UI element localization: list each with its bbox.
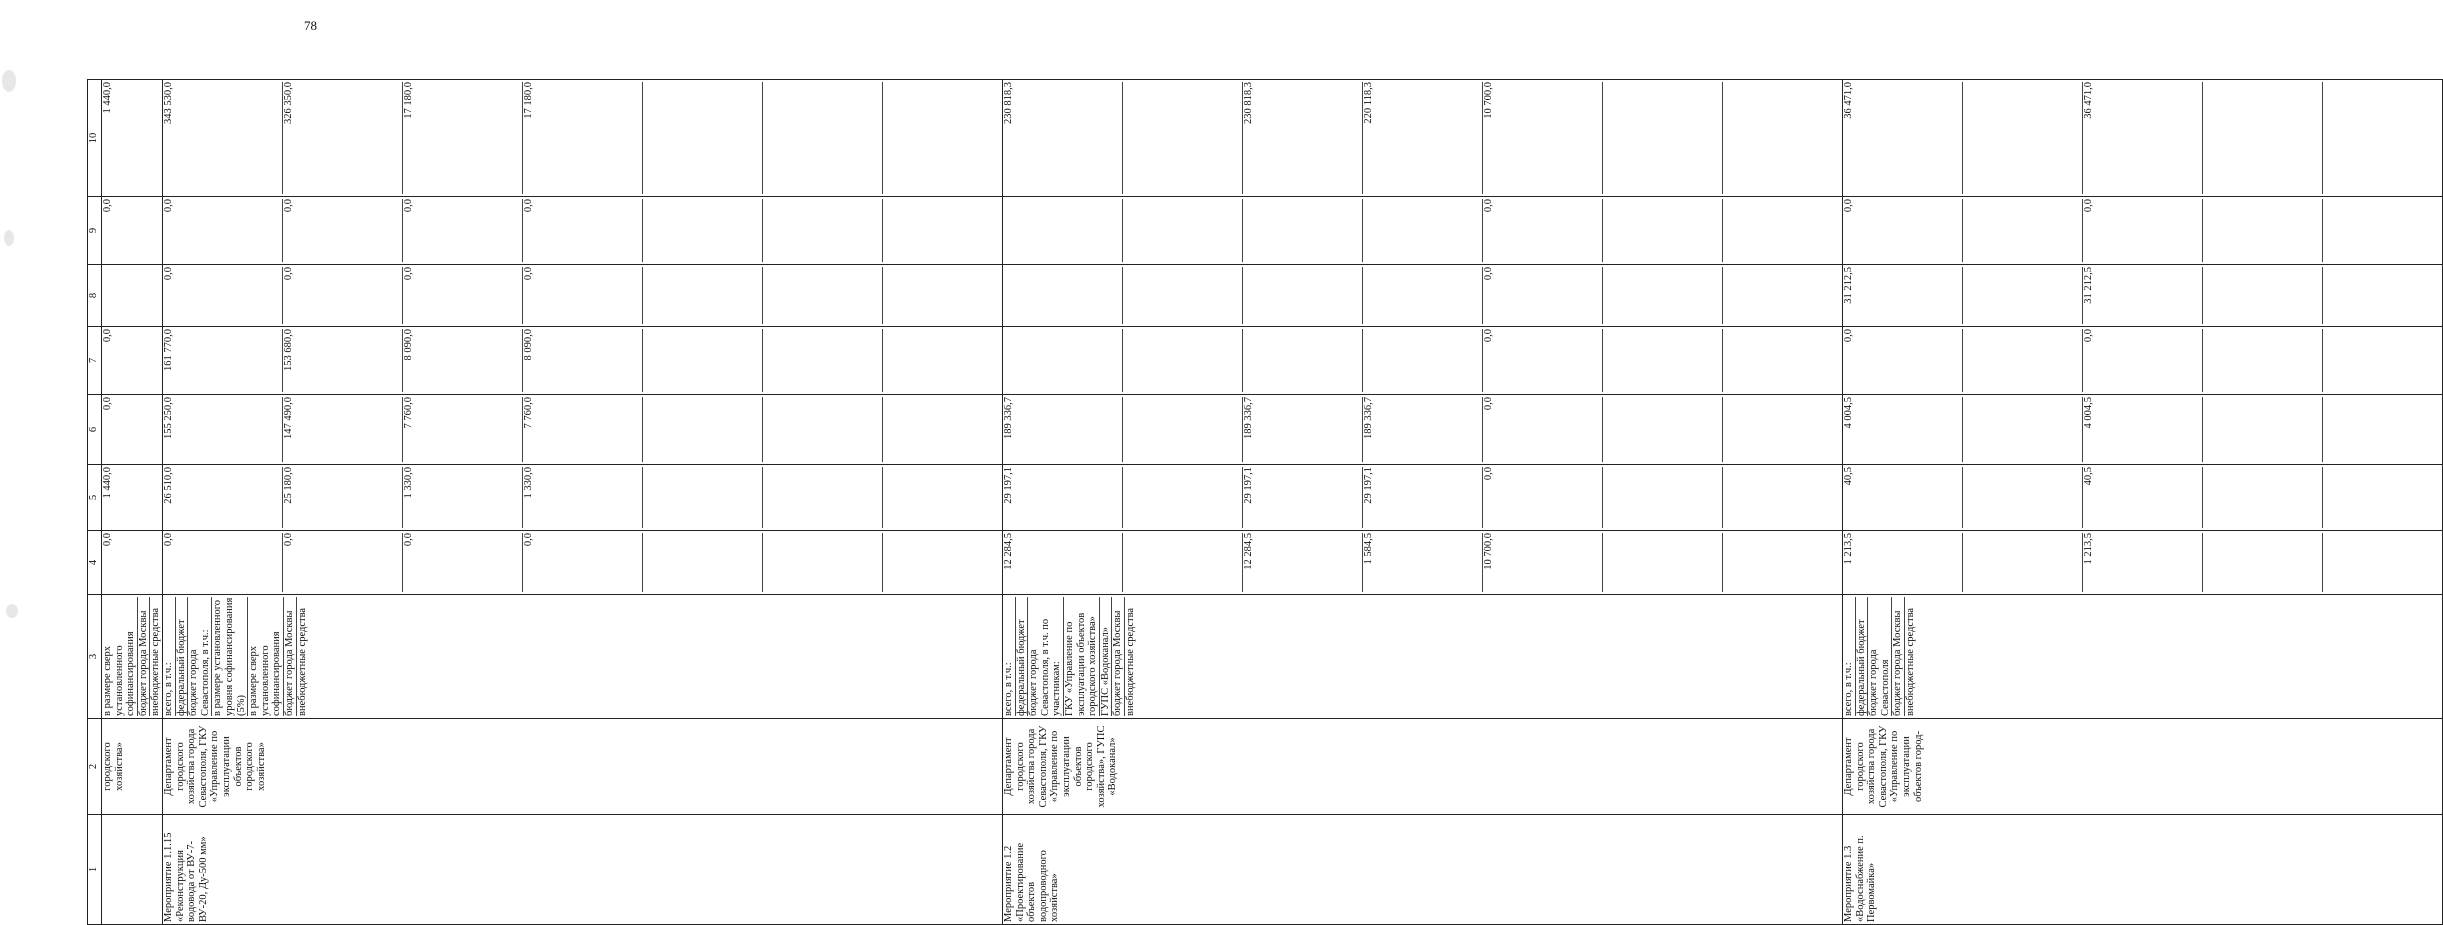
table-body: [102, 80, 2443, 925]
value-line: [883, 329, 1002, 392]
value-line: 1 440,0: [102, 467, 113, 499]
value-line: 29 197,1: [1003, 467, 1123, 528]
rotated-table-container: [87, 80, 2094, 925]
value-line: 0,0: [1483, 267, 1603, 324]
value-line: [1963, 199, 2083, 262]
value-line: 189 336,7: [1243, 397, 1363, 462]
value-line: [763, 329, 883, 392]
header-cell: 5: [88, 465, 102, 531]
value-line: 0,0: [1843, 199, 1963, 262]
value-line: 4 004,5: [2083, 397, 2203, 462]
value-line: 0,0: [102, 199, 113, 213]
value-line: 12 284,5: [1003, 533, 1123, 592]
value-line: [2323, 329, 2442, 392]
funding-source-cell: [162, 595, 1002, 719]
funding-source-line: всего, в т.ч.:: [163, 597, 176, 716]
value-line: [643, 467, 763, 528]
value-line: [1963, 267, 2083, 324]
header-cell: 4: [88, 531, 102, 595]
value-cell: [102, 531, 163, 595]
header-cell: 9: [88, 197, 102, 265]
value-line: 0,0: [1483, 329, 1603, 392]
value-cell: [1842, 80, 2442, 197]
value-line: [1603, 199, 1723, 262]
value-line: [1723, 467, 1842, 528]
value-line: [2323, 199, 2442, 262]
funding-source-line: всего, в т.ч.:: [1003, 597, 1016, 716]
value-line: [1603, 329, 1723, 392]
value-cell: [1842, 395, 2442, 465]
value-cell: [162, 395, 1002, 465]
funding-source-line: внебюджетные средства: [1124, 607, 1136, 716]
table-row: [1002, 80, 1842, 925]
value-line: 29 197,1: [1243, 467, 1363, 528]
value-line: 326 350,0: [283, 82, 403, 194]
value-line: [1603, 82, 1723, 194]
value-cell: [162, 531, 1002, 595]
measure-name-cell: Мероприятие 1.3 «Водоснабжение п. Первомайка»: [1842, 815, 2442, 925]
executor-cell: Департамент городского хозяйства города Севастополя, ГКУ «Управление по эксплуатации объектов город-: [1842, 719, 2442, 815]
funding-source-line: в размере сверх установленного софинансирования: [102, 597, 138, 716]
value-line: [1123, 467, 1243, 528]
funding-source-line: бюджет города Москвы: [138, 597, 151, 716]
value-line: 0,0: [163, 533, 283, 592]
value-line: [1123, 82, 1243, 194]
value-line: [883, 82, 1002, 194]
table-row: [162, 80, 1002, 925]
value-cell: [162, 80, 1002, 197]
header-cell: 3: [88, 595, 102, 719]
value-line: 36 471,0: [2083, 82, 2203, 194]
funding-source-line: внебюджетные средства: [1904, 607, 1916, 716]
value-line: [1003, 267, 1123, 324]
value-line: [1963, 397, 2083, 462]
value-line: 10 700,0: [1483, 533, 1603, 592]
value-line: [643, 329, 763, 392]
value-cell: [1842, 265, 2442, 327]
value-cell: [1002, 197, 1842, 265]
value-line: 0,0: [403, 533, 523, 592]
value-line: [643, 82, 763, 194]
value-line: 10 700,0: [1483, 82, 1603, 194]
value-cell: [1002, 531, 1842, 595]
funding-source-line: в размере установленного уровня софинансирования (5%): [212, 597, 247, 716]
value-line: 0,0: [283, 533, 403, 592]
value-line: 4 004,5: [1843, 397, 1963, 462]
value-line: 36 471,0: [1843, 82, 1963, 194]
value-line: 1 213,5: [1843, 533, 1963, 592]
value-cell: [1002, 265, 1842, 327]
value-line: 1 584,5: [1363, 533, 1483, 592]
value-line: 29 197,1: [1363, 467, 1483, 528]
value-line: [1123, 199, 1243, 262]
funding-source-line: федеральный бюджет: [176, 597, 189, 716]
value-line: [1243, 329, 1363, 392]
value-line: 0,0: [523, 267, 643, 324]
measure-name-cell: [102, 815, 163, 925]
value-line: 0,0: [163, 199, 283, 262]
executor-cell: Департамент городского хозяйства города Севастополя, ГКУ «Управление по эксплуатации объектов городского хозяйства», ГУПС «Водоканал»: [1002, 719, 1842, 815]
value-cell: [1002, 395, 1842, 465]
value-line: 0,0: [1483, 397, 1603, 462]
value-cell: [1842, 531, 2442, 595]
value-line: [2323, 533, 2442, 592]
scan-smudge: [4, 230, 14, 246]
funding-source-line: бюджет города Москвы: [1112, 597, 1125, 716]
value-cell: [162, 465, 1002, 531]
value-line: [763, 397, 883, 462]
value-line: [763, 533, 883, 592]
value-line: 7 760,0: [523, 397, 643, 462]
value-line: 155 250,0: [163, 397, 283, 462]
value-line: [1123, 397, 1243, 462]
value-line: 0,0: [1483, 199, 1603, 262]
value-cell: [102, 197, 163, 265]
value-line: [1723, 267, 1842, 324]
budget-table: [87, 79, 2443, 925]
measure-name-cell: Мероприятие 1.2 «Проектирование объектов водопроводного хозяйства»: [1002, 815, 1842, 925]
value-line: 0,0: [523, 199, 643, 262]
value-line: 40,5: [2083, 467, 2203, 528]
value-cell: [102, 265, 163, 327]
value-line: [2323, 397, 2442, 462]
value-line: [643, 533, 763, 592]
table-row: [1842, 80, 2442, 925]
value-line: [1363, 329, 1483, 392]
value-cell: [162, 327, 1002, 395]
header-cell: 8: [88, 265, 102, 327]
value-cell: [1842, 465, 2442, 531]
funding-source-line: бюджет города Севастополя, в т.ч.:: [188, 597, 212, 716]
funding-source-line: федеральный бюджет: [1856, 597, 1869, 716]
value-line: 189 336,7: [1003, 397, 1123, 462]
value-line: [643, 397, 763, 462]
value-line: 12 284,5: [1243, 533, 1363, 592]
value-line: 31 212,5: [1843, 267, 1963, 324]
value-line: 153 680,0: [283, 329, 403, 392]
value-line: 0,0: [283, 267, 403, 324]
value-line: [1123, 267, 1243, 324]
value-line: 230 818,3: [1003, 82, 1123, 194]
value-line: 1 330,0: [523, 467, 643, 528]
funding-source-line: бюджет города Москвы: [284, 597, 297, 716]
value-line: [883, 267, 1002, 324]
scan-smudge: [6, 604, 18, 618]
value-line: 230 818,3: [1243, 82, 1363, 194]
value-line: [883, 467, 1002, 528]
measure-name-cell: Мероприятие 1.1.15 «Реконструкция водовода от ВУ-7-ВУ-20, Ду-500 мм»: [162, 815, 1002, 925]
value-line: [763, 467, 883, 528]
value-line: [1723, 397, 1842, 462]
funding-source-line: ГУПС «Водоканал»: [1100, 597, 1113, 716]
value-line: [1363, 267, 1483, 324]
value-line: 0,0: [1483, 467, 1603, 528]
executor-cell: Департамент городского хозяйства города Севастополя, ГКУ «Управление по эксплуатации объектов городского хозяйства»: [162, 719, 1002, 815]
value-line: [2203, 329, 2323, 392]
funding-source-line: бюджет города Севастополя, в т.ч. по участникам:: [1028, 597, 1064, 716]
value-line: 26 510,0: [163, 467, 283, 528]
value-cell: [1842, 327, 2442, 395]
value-line: 8 090,0: [403, 329, 523, 392]
value-cell: [162, 197, 1002, 265]
value-line: [1963, 533, 2083, 592]
value-line: [2203, 82, 2323, 194]
value-line: 0,0: [1843, 329, 1963, 392]
value-line: 25 180,0: [283, 467, 403, 528]
value-line: [1363, 199, 1483, 262]
value-line: [2323, 267, 2442, 324]
funding-source-line: бюджет города Севастополя: [1868, 597, 1892, 716]
funding-source-line: федеральный бюджет: [1016, 597, 1029, 716]
value-line: 189 336,7: [1363, 397, 1483, 462]
value-line: 1 440,0: [102, 82, 113, 114]
value-cell: [102, 395, 163, 465]
value-line: [1243, 267, 1363, 324]
value-cell: [1842, 197, 2442, 265]
funding-source-cell: [1842, 595, 2442, 719]
header-cell: 10: [88, 80, 102, 197]
header-cell: 7: [88, 327, 102, 395]
value-line: 0,0: [102, 397, 113, 411]
value-line: [1603, 533, 1723, 592]
header-row: [88, 80, 102, 925]
value-line: [1123, 329, 1243, 392]
funding-source-line: ГКУ «Управление по эксплуатации объектов городского хозяйства»: [1064, 597, 1100, 716]
value-cell: [102, 327, 163, 395]
value-line: [1963, 82, 2083, 194]
value-line: [2323, 467, 2442, 528]
value-line: 0,0: [163, 267, 283, 324]
value-line: [1963, 467, 2083, 528]
value-line: 161 770,0: [163, 329, 283, 392]
value-cell: [1002, 327, 1842, 395]
value-cell: [1002, 80, 1842, 197]
value-line: 1 213,5: [2083, 533, 2203, 592]
value-line: [1603, 267, 1723, 324]
header-cell: 1: [88, 815, 102, 925]
value-line: 7 760,0: [403, 397, 523, 462]
value-line: [643, 267, 763, 324]
executor-cell: городского хозяйства»: [102, 719, 163, 815]
value-cell: [1002, 465, 1842, 531]
value-line: 17 180,0: [523, 82, 643, 194]
value-line: [2323, 82, 2442, 194]
value-line: [883, 397, 1002, 462]
value-line: [102, 267, 114, 324]
value-line: [2203, 467, 2323, 528]
value-line: [1723, 329, 1842, 392]
value-cell: [162, 265, 1002, 327]
value-line: 31 212,5: [2083, 267, 2203, 324]
value-line: [643, 199, 763, 262]
table-row: [102, 80, 163, 925]
header-cell: 2: [88, 719, 102, 815]
value-cell: [102, 80, 163, 197]
funding-source-cell: [1002, 595, 1842, 719]
value-line: [2203, 199, 2323, 262]
funding-source-cell: [102, 595, 163, 719]
value-line: 40,5: [1843, 467, 1963, 528]
value-line: 0,0: [403, 267, 523, 324]
value-line: [1003, 329, 1123, 392]
value-line: 8 090,0: [523, 329, 643, 392]
value-line: 0,0: [403, 199, 523, 262]
value-line: [1603, 397, 1723, 462]
value-line: 343 530,0: [163, 82, 283, 194]
value-line: [1723, 199, 1842, 262]
value-line: 0,0: [523, 533, 643, 592]
value-line: 1 330,0: [403, 467, 523, 528]
value-line: 0,0: [2083, 199, 2203, 262]
funding-source-line: бюджет города Москвы: [1892, 597, 1905, 716]
value-line: 17 180,0: [403, 82, 523, 194]
funding-source-line: внебюджетные средства: [150, 607, 162, 716]
value-line: [1243, 199, 1363, 262]
value-line: [883, 533, 1002, 592]
value-line: [1003, 199, 1123, 262]
value-line: [763, 267, 883, 324]
value-line: 147 490,0: [283, 397, 403, 462]
value-line: [1723, 82, 1842, 194]
value-line: [763, 199, 883, 262]
scan-smudge: [2, 70, 16, 92]
value-line: [2203, 533, 2323, 592]
funding-source-line: внебюджетные средства: [296, 607, 308, 716]
value-line: [2203, 267, 2323, 324]
value-line: 0,0: [102, 329, 113, 343]
value-line: [883, 199, 1002, 262]
value-line: [2203, 397, 2323, 462]
value-line: 0,0: [283, 199, 403, 262]
value-line: 0,0: [2083, 329, 2203, 392]
value-line: [1603, 467, 1723, 528]
value-line: [763, 82, 883, 194]
value-line: 0,0: [102, 533, 113, 547]
value-line: [1723, 533, 1842, 592]
value-line: [1123, 533, 1243, 592]
funding-source-line: в размере сверх установленного софинансирования: [248, 597, 284, 716]
funding-source-line: всего, в т.ч.:: [1843, 597, 1856, 716]
value-cell: [102, 465, 163, 531]
header-cell: 6: [88, 395, 102, 465]
page-number: 78: [304, 18, 317, 33]
value-line: 220 118,3: [1363, 82, 1483, 194]
value-line: [1963, 329, 2083, 392]
